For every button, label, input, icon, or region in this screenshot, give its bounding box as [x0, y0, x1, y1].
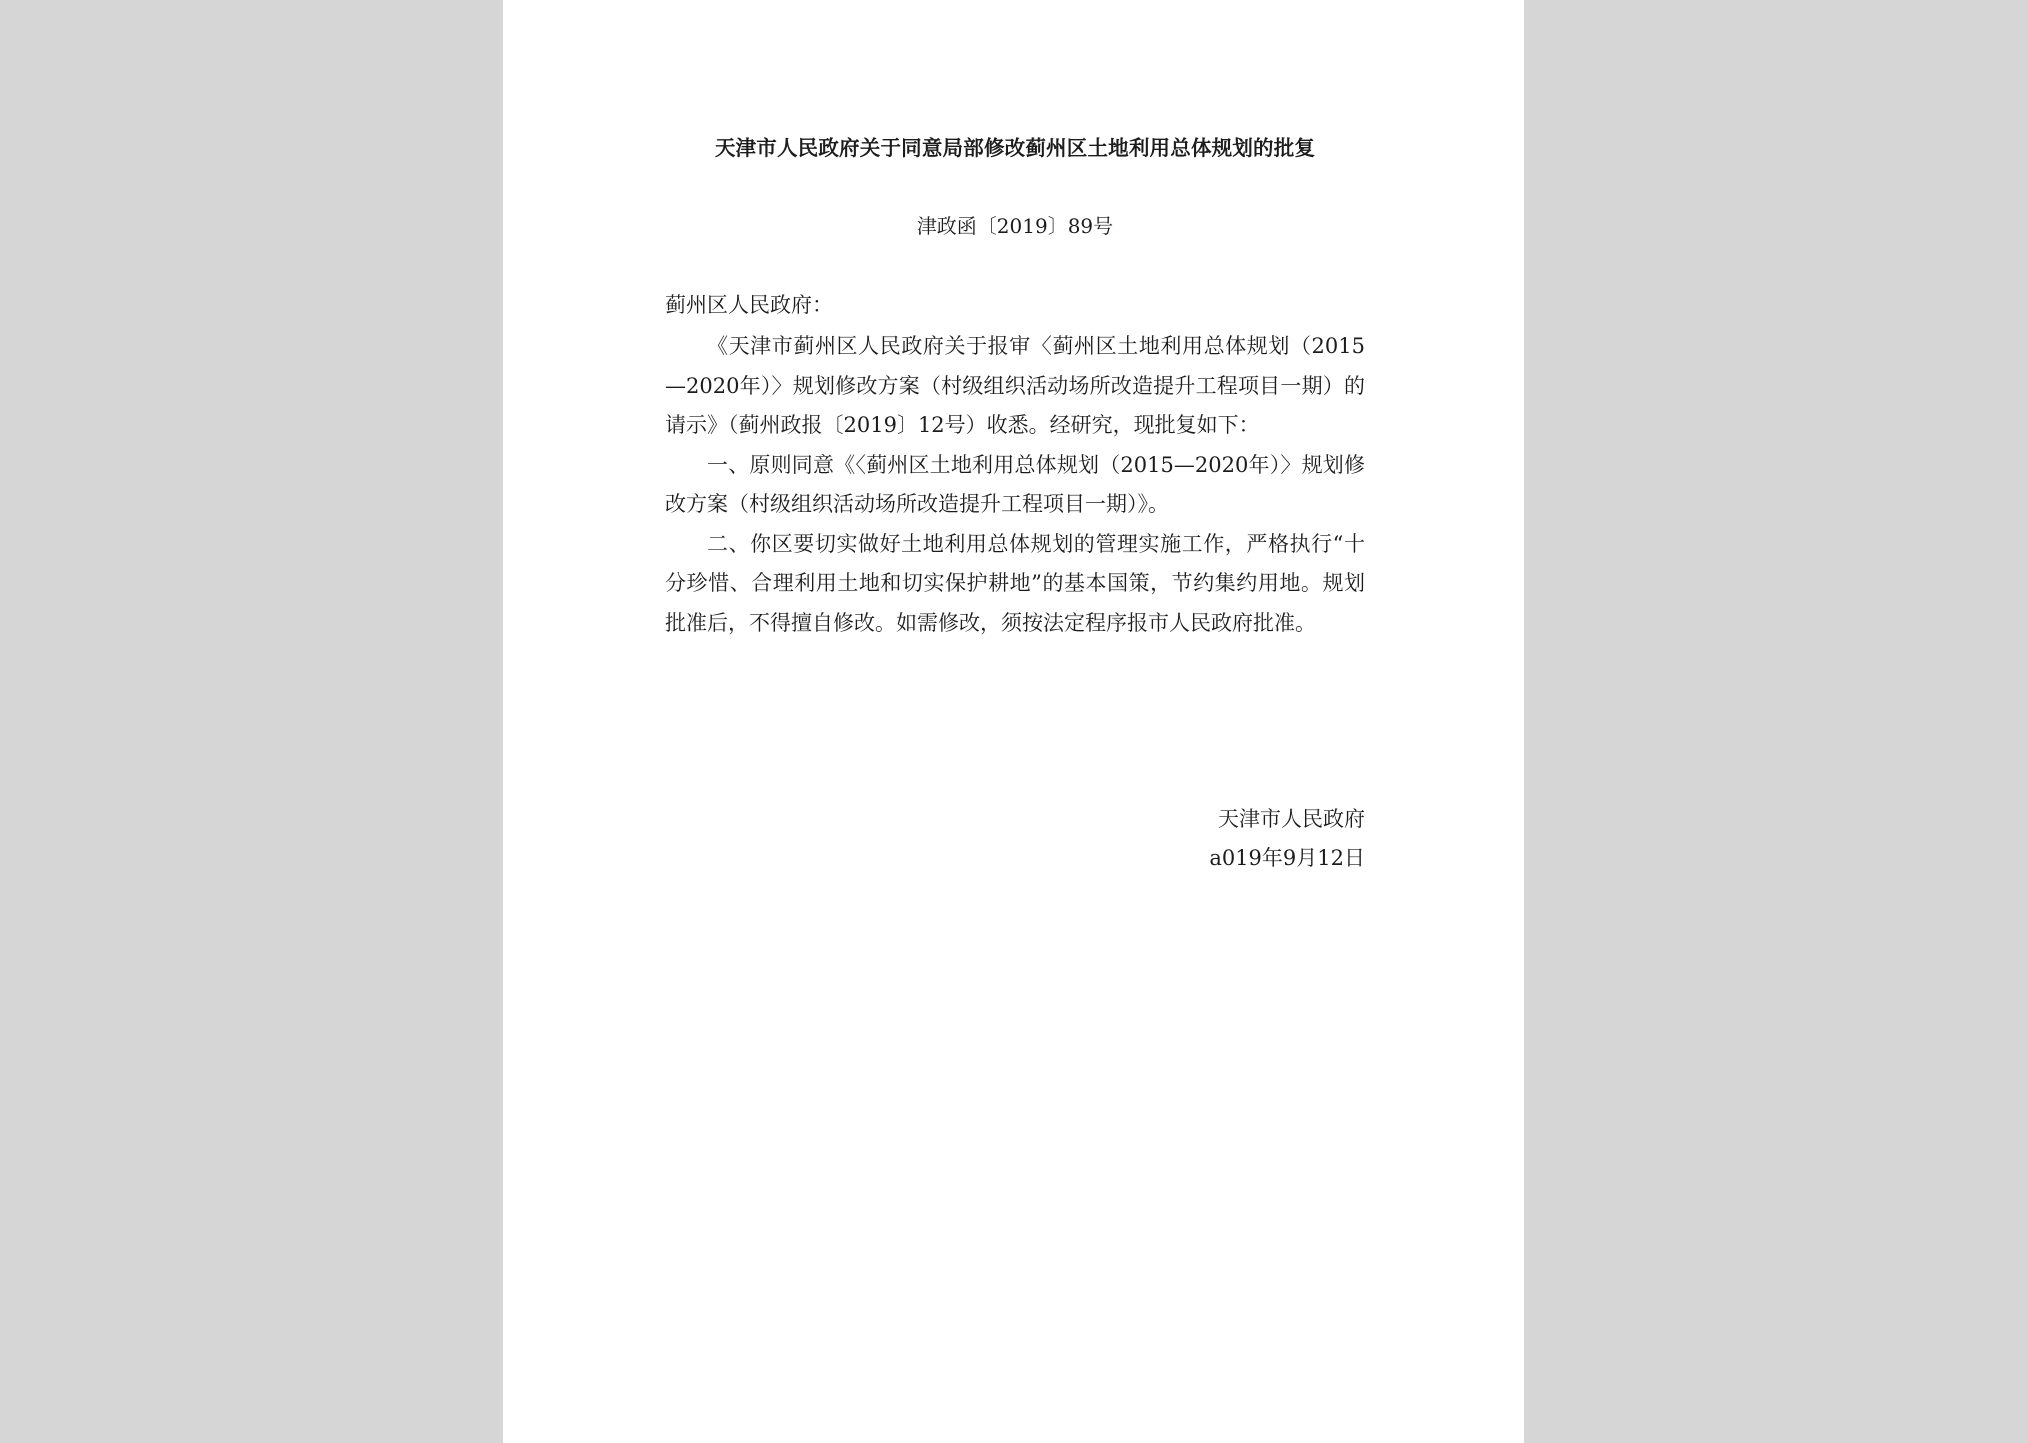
- signature-date: a019年9月12日: [1209, 846, 1365, 870]
- paragraph-approval-item-1: 一、原则同意《〈蓟州区土地利用总体规划（2015—2020年）〉规划修改方案（村级组织活动场所改造提升工程项目一期）》。: [665, 452, 1365, 516]
- document-title: 天津市人民政府关于同意局部修改蓟州区土地利用总体规划的批复: [714, 136, 1316, 160]
- document-number: 津政函〔2019〕89号: [916, 214, 1114, 238]
- document-body: [665, 327, 1365, 643]
- document-page: [503, 0, 1524, 1443]
- paragraph-request: 《天津市蓟州区人民政府关于报审〈蓟州区土地利用总体规划（2015—2020年）〉规划修改方案（村级组织活动场所改造提升工程项目一期）的请示》（蓟州政报〔2019〕12号）收悉。经研究，现批复如下：: [665, 334, 1365, 437]
- signature-issuer: 天津市人民政府: [1218, 807, 1365, 831]
- paragraph-approval-item-2: 二、你区要切实做好土地利用总体规划的管理实施工作，严格执行“十分珍惜、合理利用土地和切实保护耕地”的基本国策，节约集约用地。规划批准后，不得擅自修改。如需修改，须按法定程序报市人民政府批准。: [665, 531, 1365, 635]
- signature-block: [1209, 800, 1365, 878]
- addressee: 蓟州区人民政府：: [665, 293, 833, 317]
